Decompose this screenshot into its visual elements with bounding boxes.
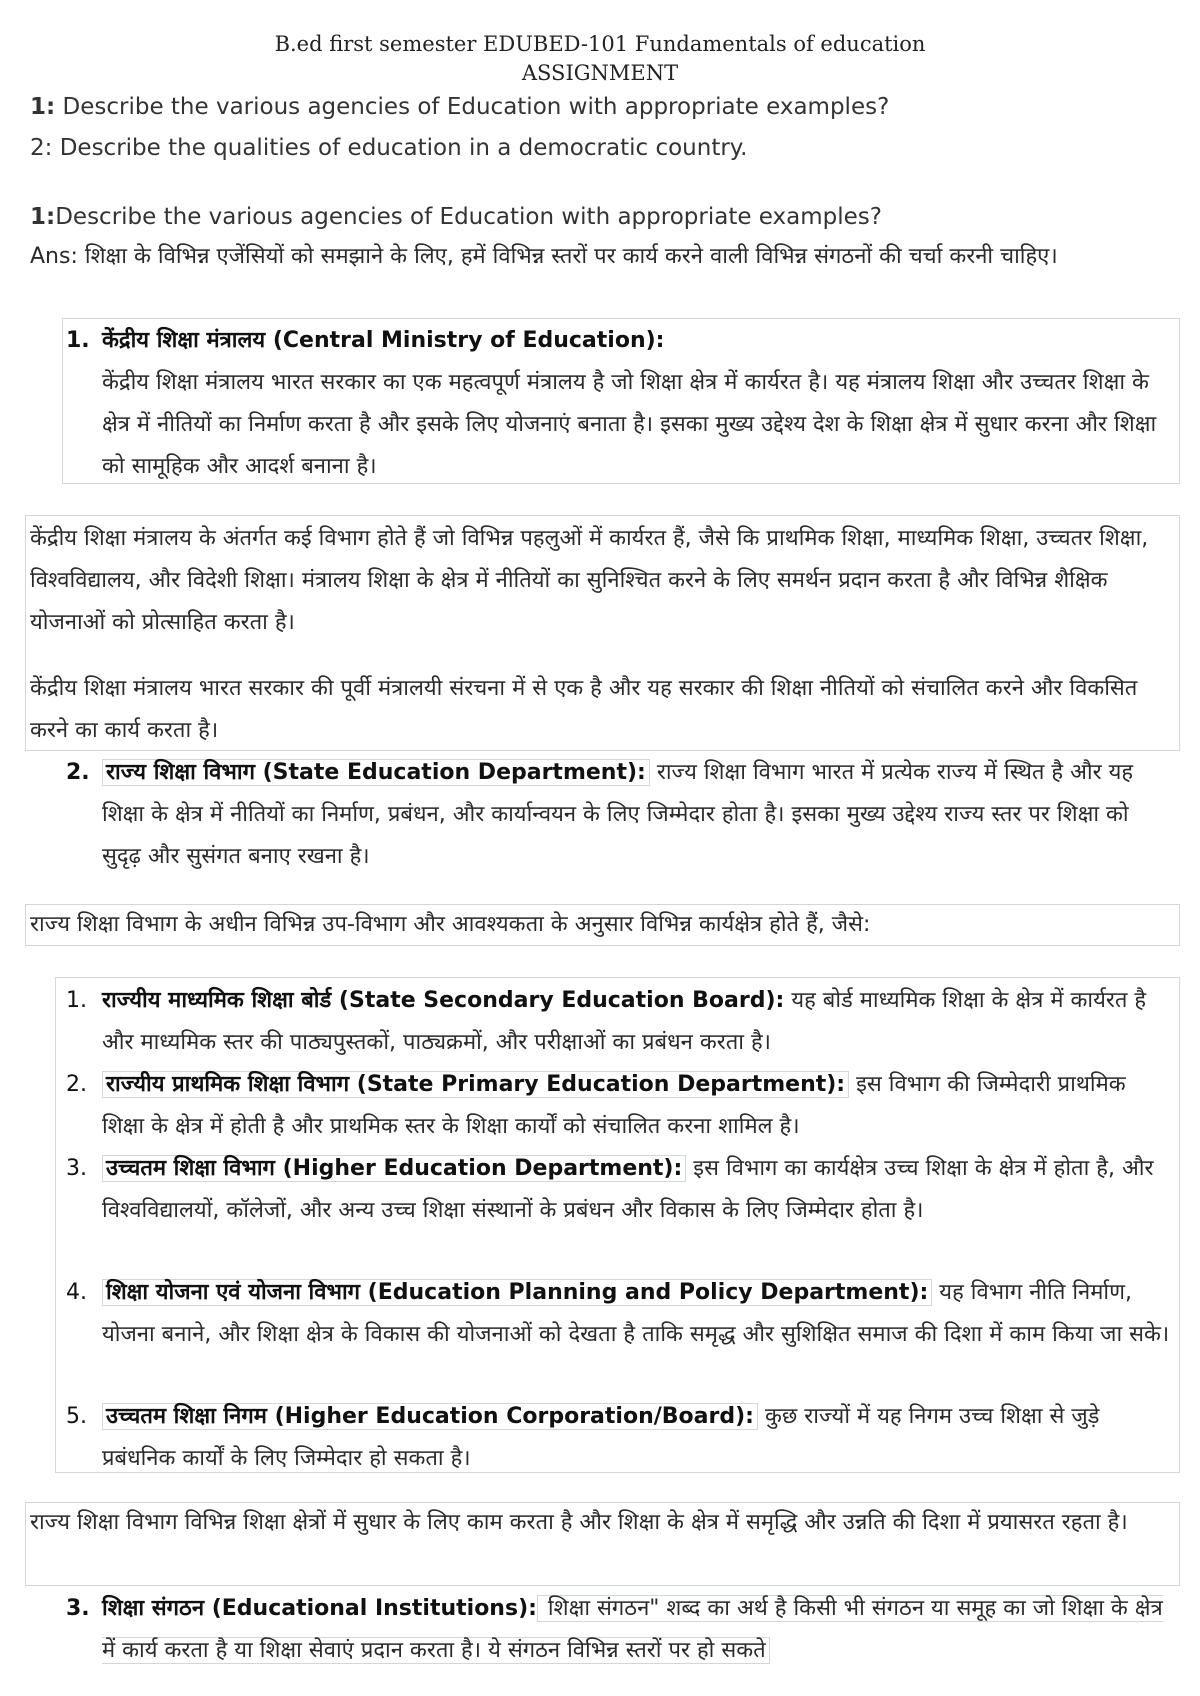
- sub-item-2-heading: राज्यीय प्राथमिक शिक्षा विभाग (State Primary Education Department):: [102, 1071, 849, 1098]
- sub-item-3-text: इस विभाग का कार्यक्षेत्र उच्च शिक्षा के क्षेत्र में होता है, और विश्वविद्यालयों, कॉलेजों, और अन्य उच्च शिक्षा संस्थानों के प्रबंधन और विकास के लिए जिम्मेदार होता है।: [102, 1156, 1154, 1223]
- sub-item-1-text: यह बोर्ड माध्यमिक शिक्षा के क्षेत्र में कार्यरत है और माध्यमिक स्तर की पाठ्यपुस्तकों, पाठ्यक्रमों, और परीक्षाओं का प्रबंधन करता है।: [102, 988, 1147, 1055]
- document-title: B.ed first semester EDUBED-101 Fundamentals of education: [274, 32, 926, 56]
- state-paragraph: राज्य शिक्षा विभाग के अधीन विभिन्न उप-विभाग और आवश्यकता के अनुसार विभिन्न कार्यक्षेत्र होते हैं, जैसे:: [30, 912, 871, 937]
- sub-item-5: [102, 1396, 1172, 1480]
- item-2-heading: राज्य शिक्षा विभाग (State Education Department):: [102, 759, 650, 786]
- answer-question: [30, 202, 882, 232]
- question-1-number: 1:: [30, 94, 56, 120]
- sub-item-2: [102, 1064, 1172, 1148]
- sub-item-5-heading: उच्चतम शिक्षा निगम (Higher Education Corporation/Board):: [102, 1403, 758, 1430]
- item-1-number: 1.: [66, 328, 90, 353]
- sub-item-5-text: कुछ राज्यों में यह निगम उच्च शिक्षा से जुड़े प्रबंधनिक कार्यों के लिए जिम्मेदार हो सकता है।: [102, 1404, 1100, 1471]
- question-2-text: Describe the qualities of education in a democratic country.: [52, 135, 748, 161]
- sub-item-2-text: इस विभाग की जिम्मेदारी प्राथमिक शिक्षा के क्षेत्र में होती है और प्राथमिक स्तर के शिक्षा कार्यों को संचालित करना शामिल है।: [102, 1072, 1126, 1139]
- sub-item-1-heading: राज्यीय माध्यमिक शिक्षा बोर्ड (State Secondary Education Board):: [102, 988, 785, 1013]
- sub-item-4: [102, 1272, 1172, 1356]
- sub-item-2-number: 2.: [66, 1072, 87, 1097]
- question-1-text: Describe the various agencies of Education with appropriate examples?: [55, 94, 890, 120]
- sub-item-4-number: 4.: [66, 1280, 87, 1305]
- question-1: [30, 92, 889, 122]
- answer-question-number: 1:: [30, 204, 56, 230]
- item-2-number: 2.: [66, 760, 90, 785]
- ans-intro-text: शिक्षा के विभिन्न एजेंसियों को समझाने के लिए, हमें विभिन्न स्तरों पर कार्य करने वाली विभिन्न संगठनों की चर्चा करनी चाहिए।: [84, 244, 1058, 269]
- sub-item-5-number: 5.: [66, 1404, 87, 1429]
- item-3-text: शिक्षा संगठन" शब्द का अर्थ है किसी भी संगठन या समूह का जो शिक्षा के क्षेत्र में कार्य करता है या शिक्षा सेवाएं प्रदान करता है। ये संगठन विभिन्न स्तरों पर हो सकते: [102, 1596, 1163, 1663]
- ministry-paragraph-2: केंद्रीय शिक्षा मंत्रालय भारत सरकार की पूर्वी मंत्रालयी संरचना में से एक है और यह सरकार की शिक्षा नीतियों को संचालित करने और विकसित करने का कार्य करता है।: [30, 676, 1138, 743]
- document-header: [0, 30, 1200, 88]
- ministry-paragraph-1: केंद्रीय शिक्षा मंत्रालय के अंतर्गत कई विभाग होते हैं जो विभिन्न पहलुओं में कार्यरत हैं, जैसे कि प्राथमिक शिक्षा, माध्यमिक शिक्षा, उच्चतर शिक्षा, विश्वविद्यालय, और विदेशी शिक्षा। मंत्रालय शिक्षा के क्षेत्र में नीतियों का सुनिश्चित करने के लिए समर्थन प्रदान करता है और विभिन्न शैक्षिक योजनाओं को प्रोत्साहित करता है।: [30, 526, 1149, 635]
- sub-item-4-heading: शिक्षा योजना एवं योजना विभाग (Education Planning and Policy Department):: [102, 1279, 932, 1306]
- document-subtitle: ASSIGNMENT: [521, 61, 679, 85]
- item-2-text: राज्य शिक्षा विभाग भारत में प्रत्येक राज्य में स्थित है और यह शिक्षा के क्षेत्र में नीतियों का निर्माण, प्रबंधन, और कार्यान्वयन के लिए जिम्मेदार होता है। इसका मुख्य उद्देश्य राज्य स्तर पर शिक्षा को सुदृढ़ और सुसंगत बनाए रखना है।: [102, 760, 1134, 869]
- answer-question-text: Describe the various agencies of Education with appropriate examples?: [55, 204, 882, 230]
- item-3-number: 3.: [66, 1596, 90, 1621]
- question-2: [30, 133, 747, 163]
- item-1-text: केंद्रीय शिक्षा मंत्रालय भारत सरकार का एक महत्वपूर्ण मंत्रालय है जो शिक्षा क्षेत्र में कार्यरत है। यह मंत्रालय शिक्षा और उच्चतर शिक्षा के क्षेत्र में नीतियों का निर्माण करता है और इसके लिए योजनाएं बनाता है। इसका मुख्य उद्देश्य देश के शिक्षा क्षेत्र में सुधार करना और शिक्षा को सामूहिक और आदर्श बनाना है।: [102, 370, 1157, 479]
- item-3-heading: शिक्षा संगठन (Educational Institutions):: [102, 1596, 537, 1621]
- sub-item-3: [102, 1148, 1172, 1232]
- item-2: [102, 752, 1174, 878]
- sub-item-1-number: 1.: [66, 988, 87, 1013]
- question-2-number: 2:: [30, 135, 53, 161]
- ans-label: Ans:: [30, 244, 78, 269]
- sub-item-4-text: यह विभाग नीति निर्माण, योजना बनाने, और शिक्षा क्षेत्र के विकास की योजनाओं को देखता है ताकि समृद्ध और सुशिक्षित समाज की दिशा में काम किया जा सके।: [102, 1280, 1170, 1347]
- sub-item-3-heading: उच्चतम शिक्षा विभाग (Higher Education Department):: [102, 1155, 686, 1182]
- item-1-heading: केंद्रीय शिक्षा मंत्रालय (Central Ministry of Education):: [102, 328, 665, 353]
- answer-intro: [30, 236, 1165, 278]
- sub-item-1: [102, 980, 1172, 1064]
- item-3: [102, 1588, 1174, 1672]
- state-paragraph-2: राज्य शिक्षा विभाग विभिन्न शिक्षा क्षेत्रों में सुधार के लिए काम करता है और शिक्षा के क्षेत्र में समृद्धि और उन्नति की दिशा में प्रयासरत रहता है।: [30, 1510, 1128, 1535]
- sub-item-3-number: 3.: [66, 1156, 87, 1181]
- item-1: [102, 320, 1172, 488]
